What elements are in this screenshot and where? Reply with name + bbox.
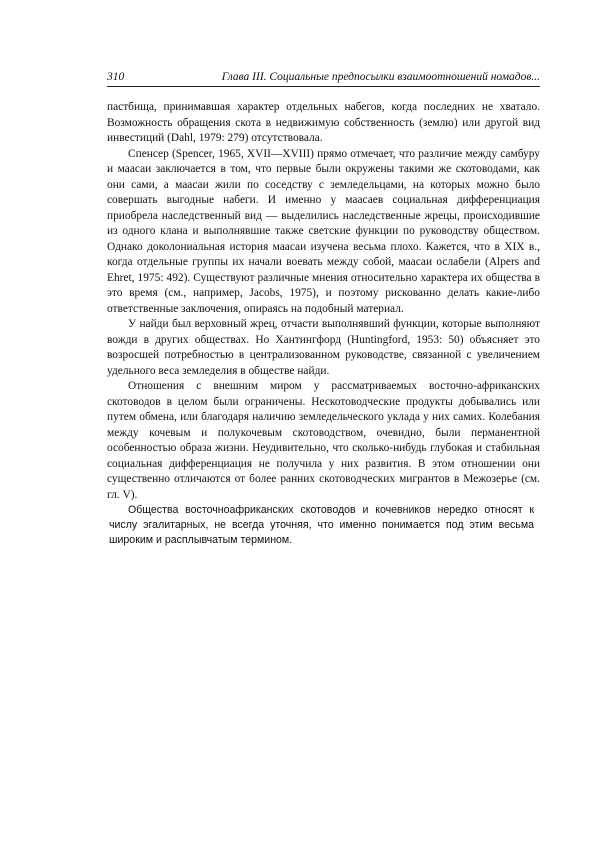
paragraph: Отношения с внешним миром у рассматриваемых восточно-африканских скотоводов в целом были ограничены. Нескотоводческие продукты добывались или путем обмена, или благодаря наличию земледельческого уклада у них самих. Колебания между кочевым и полукочевым скотоводством, очевидно, были перманентной особенностью образа жизни. Неудивительно, что сколько-нибудь глубокая и стабильная социальная дифференциация не получила у них развития. В этом отношении они существенно отличаются от более ранних скотоводческих мигрантов в Межозерье (см. гл. V). (107, 380, 540, 501)
body-text (107, 100, 540, 548)
paragraph: пастбища, принимавшая характер отдельных набегов, когда последних не хватало. Возможность обращения скота в недвижимую собственность (землю) или другой вид инвестиций (Dahl, 1979: 279) отсутствовала. (107, 101, 540, 144)
page-number: 310 (107, 71, 125, 83)
paragraph: Общества восточноафриканских скотоводов и кочевников нередко относят к числу эгалитарных, не всегда уточняя, что именно понимается под этим весьма широким и расплывчатым термином. (109, 504, 534, 546)
running-title: Глава III. Социальные предпосылки взаимоотношений номадов... (221, 71, 540, 83)
paragraph: Спенсер (Spencer, 1965, XVII—XVIII) прямо отмечает, что различие между самбуру и маасаи заключается в том, что первые были окружены такими же скотоводами, как они сами, а маасаи жили по соседству с земледельцами, на которых можно было совершать выгодные набеги. И именно у маасаев социальная дифференциация приобрела наследственный вид — выделились наследственные жрецы, происходившие из одного клана и выполнявшие также светские функции по руководству обществом. Однако доколониальная история маасаи изучена весьма плохо. Кажется, что в XIX в., когда отдельные группы их начали воевать между собой, маасаи ослабели (Alpers and Ehret, 1975: 492). Существуют различные мнения относительно характера их общества в это время (см., например, Jacobs, 1975), и поэтому рискованно делать какие-либо ответственные заключения, опираясь на подобный материал. (107, 147, 540, 315)
paragraph: У найди был верховный жрец, отчасти выполнявший функции, которые выполняют вожди в других обществах. Но Хантингфорд (Huntingford, 1953: 50) объясняет это возросшей потребностью в централизованном руководстве, связанной с увеличением удельного веса земледелия в обществе найди. (107, 318, 540, 377)
page-header (107, 70, 540, 87)
